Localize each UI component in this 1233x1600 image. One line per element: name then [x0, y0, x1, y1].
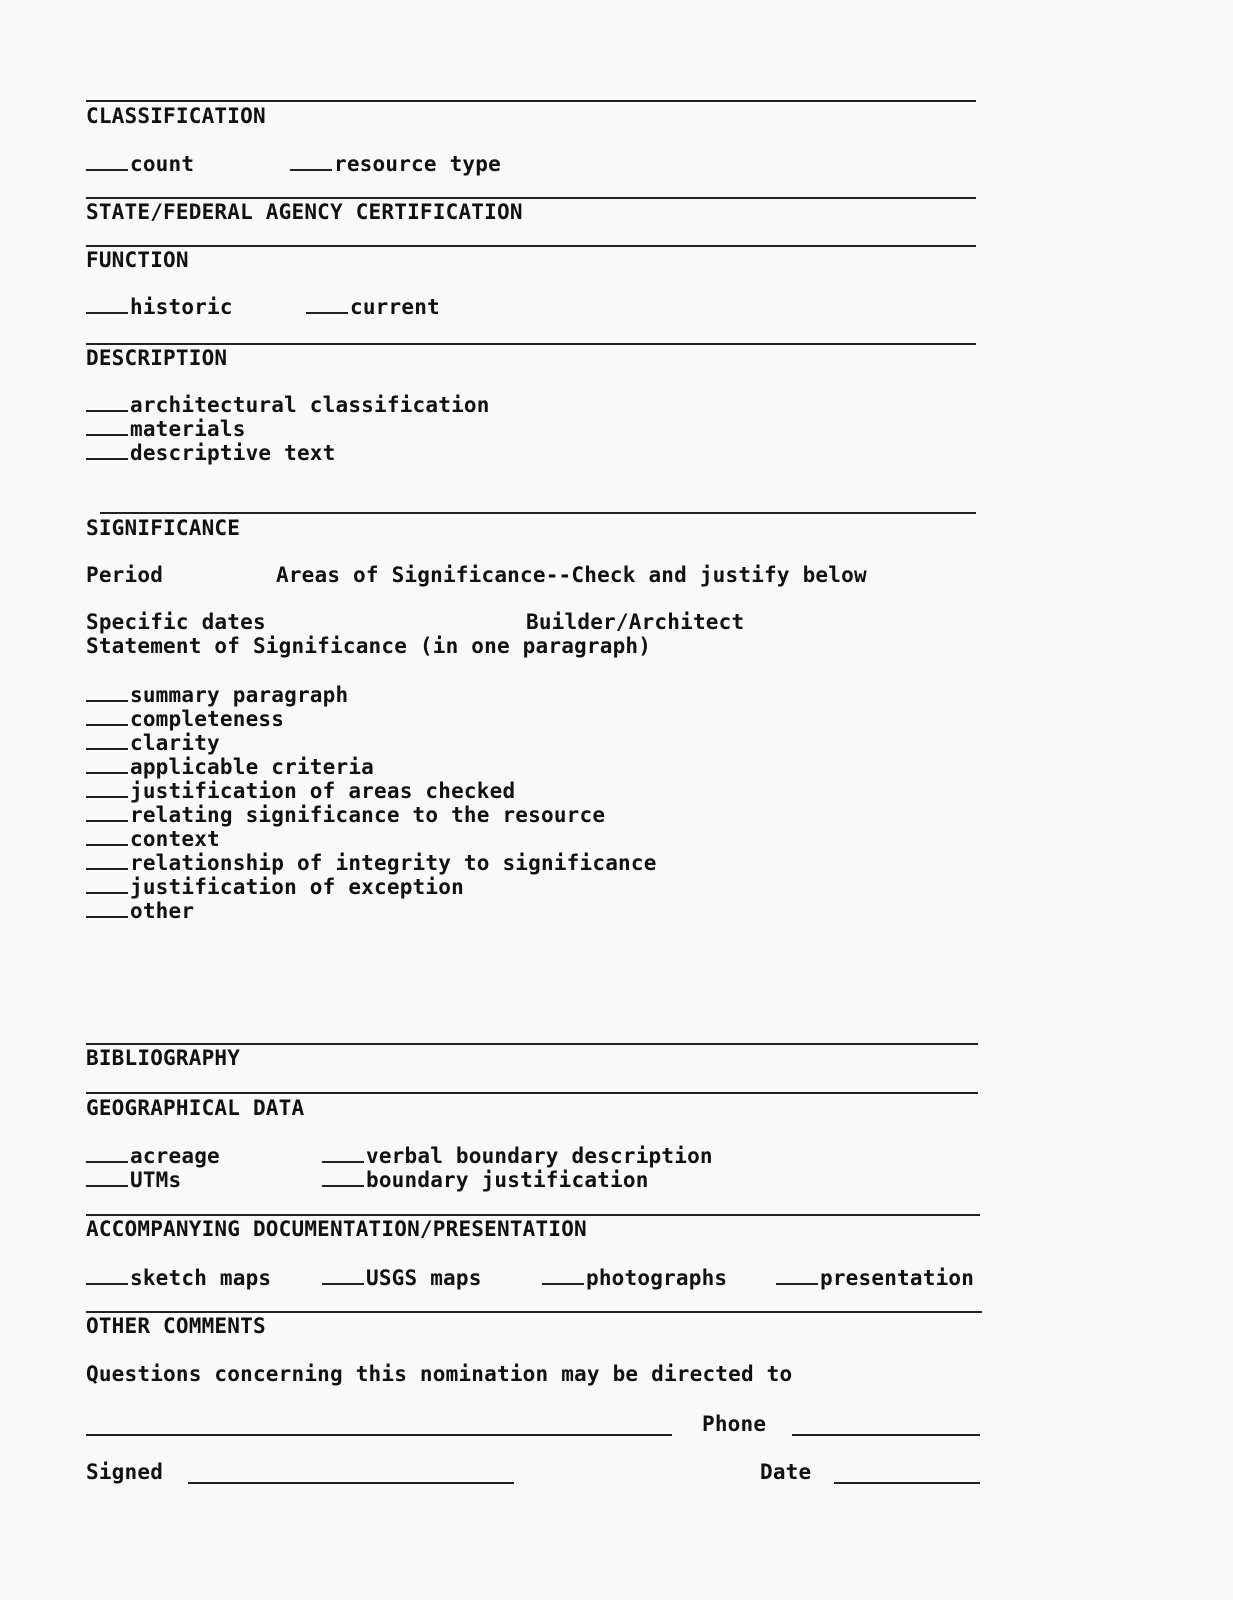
heading-accompanying-documentation: ACCOMPANYING DOCUMENTATION/PRESENTATION: [86, 1217, 587, 1241]
item-label: boundary justification: [366, 1168, 649, 1192]
check-blank[interactable]: [290, 151, 332, 171]
checkbox-other[interactable]: [86, 898, 194, 923]
checkbox-context[interactable]: [86, 826, 220, 851]
checkbox-acreage[interactable]: [86, 1143, 220, 1168]
item-label: acreage: [130, 1144, 220, 1168]
item-label: UTMs: [130, 1168, 182, 1192]
heading-geographical-data: GEOGRAPHICAL DATA: [86, 1096, 305, 1120]
item-label: relationship of integrity to significance: [130, 851, 657, 875]
check-blank[interactable]: [542, 1265, 584, 1285]
section-divider: [86, 1311, 982, 1313]
check-blank[interactable]: [86, 826, 128, 846]
checkbox-materials[interactable]: [86, 416, 246, 441]
checkbox-current[interactable]: [306, 294, 440, 319]
heading-classification: CLASSIFICATION: [86, 104, 266, 128]
heading-function: FUNCTION: [86, 248, 189, 272]
checkbox-utms[interactable]: [86, 1167, 181, 1192]
item-label: clarity: [130, 731, 220, 755]
check-blank[interactable]: [322, 1265, 364, 1285]
checkbox-justification-exception[interactable]: [86, 874, 464, 899]
checkbox-sketch-maps[interactable]: [86, 1265, 271, 1290]
item-label: completeness: [130, 707, 285, 731]
section-divider: [86, 245, 976, 247]
check-blank[interactable]: [86, 706, 128, 726]
checkbox-relating-significance[interactable]: [86, 802, 605, 827]
checkbox-usgs-maps[interactable]: [322, 1265, 482, 1290]
checkbox-architectural-classification[interactable]: [86, 392, 490, 417]
check-blank[interactable]: [86, 151, 128, 171]
item-label: applicable criteria: [130, 755, 375, 779]
check-blank[interactable]: [86, 1265, 128, 1285]
check-blank[interactable]: [86, 682, 128, 702]
item-label: other: [130, 899, 195, 923]
section-divider: [86, 343, 976, 345]
check-blank[interactable]: [86, 898, 128, 918]
checkbox-applicable-criteria[interactable]: [86, 754, 374, 779]
checkbox-verbal-boundary[interactable]: [322, 1143, 713, 1168]
check-blank[interactable]: [86, 778, 128, 798]
checkbox-justification-areas[interactable]: [86, 778, 515, 803]
checkbox-count[interactable]: [86, 151, 194, 176]
check-blank[interactable]: [322, 1167, 364, 1187]
check-blank[interactable]: [322, 1143, 364, 1163]
check-blank[interactable]: [86, 392, 128, 412]
checkbox-historic[interactable]: [86, 294, 233, 319]
item-label: verbal boundary description: [366, 1144, 713, 1168]
item-label: context: [130, 827, 220, 851]
checkbox-presentation[interactable]: [776, 1265, 974, 1290]
section-divider: [86, 100, 976, 102]
heading-bibliography: BIBLIOGRAPHY: [86, 1046, 241, 1070]
label-date: Date: [760, 1460, 812, 1484]
label-period: Period: [86, 563, 164, 587]
heading-other-comments: OTHER COMMENTS: [86, 1314, 266, 1338]
phone-field[interactable]: [792, 1434, 980, 1436]
label-signed: Signed: [86, 1460, 164, 1484]
section-divider: [86, 197, 976, 199]
checkbox-photographs[interactable]: [542, 1265, 727, 1290]
item-label: historic: [130, 295, 233, 319]
item-label: relating significance to the resource: [130, 803, 606, 827]
heading-certification: STATE/FEDERAL AGENCY CERTIFICATION: [86, 200, 523, 224]
check-blank[interactable]: [86, 1167, 128, 1187]
item-label: photographs: [586, 1266, 728, 1290]
heading-description: DESCRIPTION: [86, 346, 228, 370]
label-phone: Phone: [702, 1412, 767, 1436]
item-label: architectural classification: [130, 393, 490, 417]
item-label: descriptive text: [130, 441, 336, 465]
item-label: resource type: [334, 152, 501, 176]
check-blank[interactable]: [86, 416, 128, 436]
checkbox-resource-type[interactable]: [290, 151, 501, 176]
date-field[interactable]: [834, 1482, 980, 1484]
section-divider: [86, 1092, 978, 1094]
check-blank[interactable]: [86, 754, 128, 774]
item-label: current: [350, 295, 440, 319]
section-divider: [86, 1214, 980, 1216]
item-label: USGS maps: [366, 1266, 482, 1290]
check-blank[interactable]: [86, 874, 128, 894]
item-label: presentation: [820, 1266, 975, 1290]
check-blank[interactable]: [86, 730, 128, 750]
item-label: justification of areas checked: [130, 779, 516, 803]
item-label: materials: [130, 417, 246, 441]
check-blank[interactable]: [86, 802, 128, 822]
checkbox-summary-paragraph[interactable]: [86, 682, 348, 707]
check-blank[interactable]: [306, 294, 348, 314]
contact-name-field[interactable]: [86, 1434, 672, 1436]
checkbox-clarity[interactable]: [86, 730, 220, 755]
heading-significance: SIGNIFICANCE: [86, 516, 241, 540]
label-areas-of-significance: Areas of Significance--Check and justify below: [276, 563, 867, 587]
item-label: sketch maps: [130, 1266, 272, 1290]
section-divider: [100, 512, 976, 514]
label-specific-dates: Specific dates: [86, 610, 266, 634]
checkbox-relationship-integrity[interactable]: [86, 850, 657, 875]
label-builder-architect: Builder/Architect: [526, 610, 745, 634]
checkbox-descriptive-text[interactable]: [86, 440, 336, 465]
check-blank[interactable]: [86, 850, 128, 870]
label-statement: Statement of Significance (in one paragraph): [86, 634, 652, 658]
item-label: justification of exception: [130, 875, 464, 899]
signature-field[interactable]: [188, 1482, 514, 1484]
checkbox-boundary-justification[interactable]: [322, 1167, 649, 1192]
questions-text: Questions concerning this nomination may be directed to: [86, 1362, 793, 1386]
section-divider: [86, 1043, 978, 1045]
item-label: summary paragraph: [130, 683, 349, 707]
item-label: count: [130, 152, 195, 176]
checkbox-completeness[interactable]: [86, 706, 284, 731]
check-blank[interactable]: [86, 294, 128, 314]
check-blank[interactable]: [86, 440, 128, 460]
check-blank[interactable]: [776, 1265, 818, 1285]
check-blank[interactable]: [86, 1143, 128, 1163]
